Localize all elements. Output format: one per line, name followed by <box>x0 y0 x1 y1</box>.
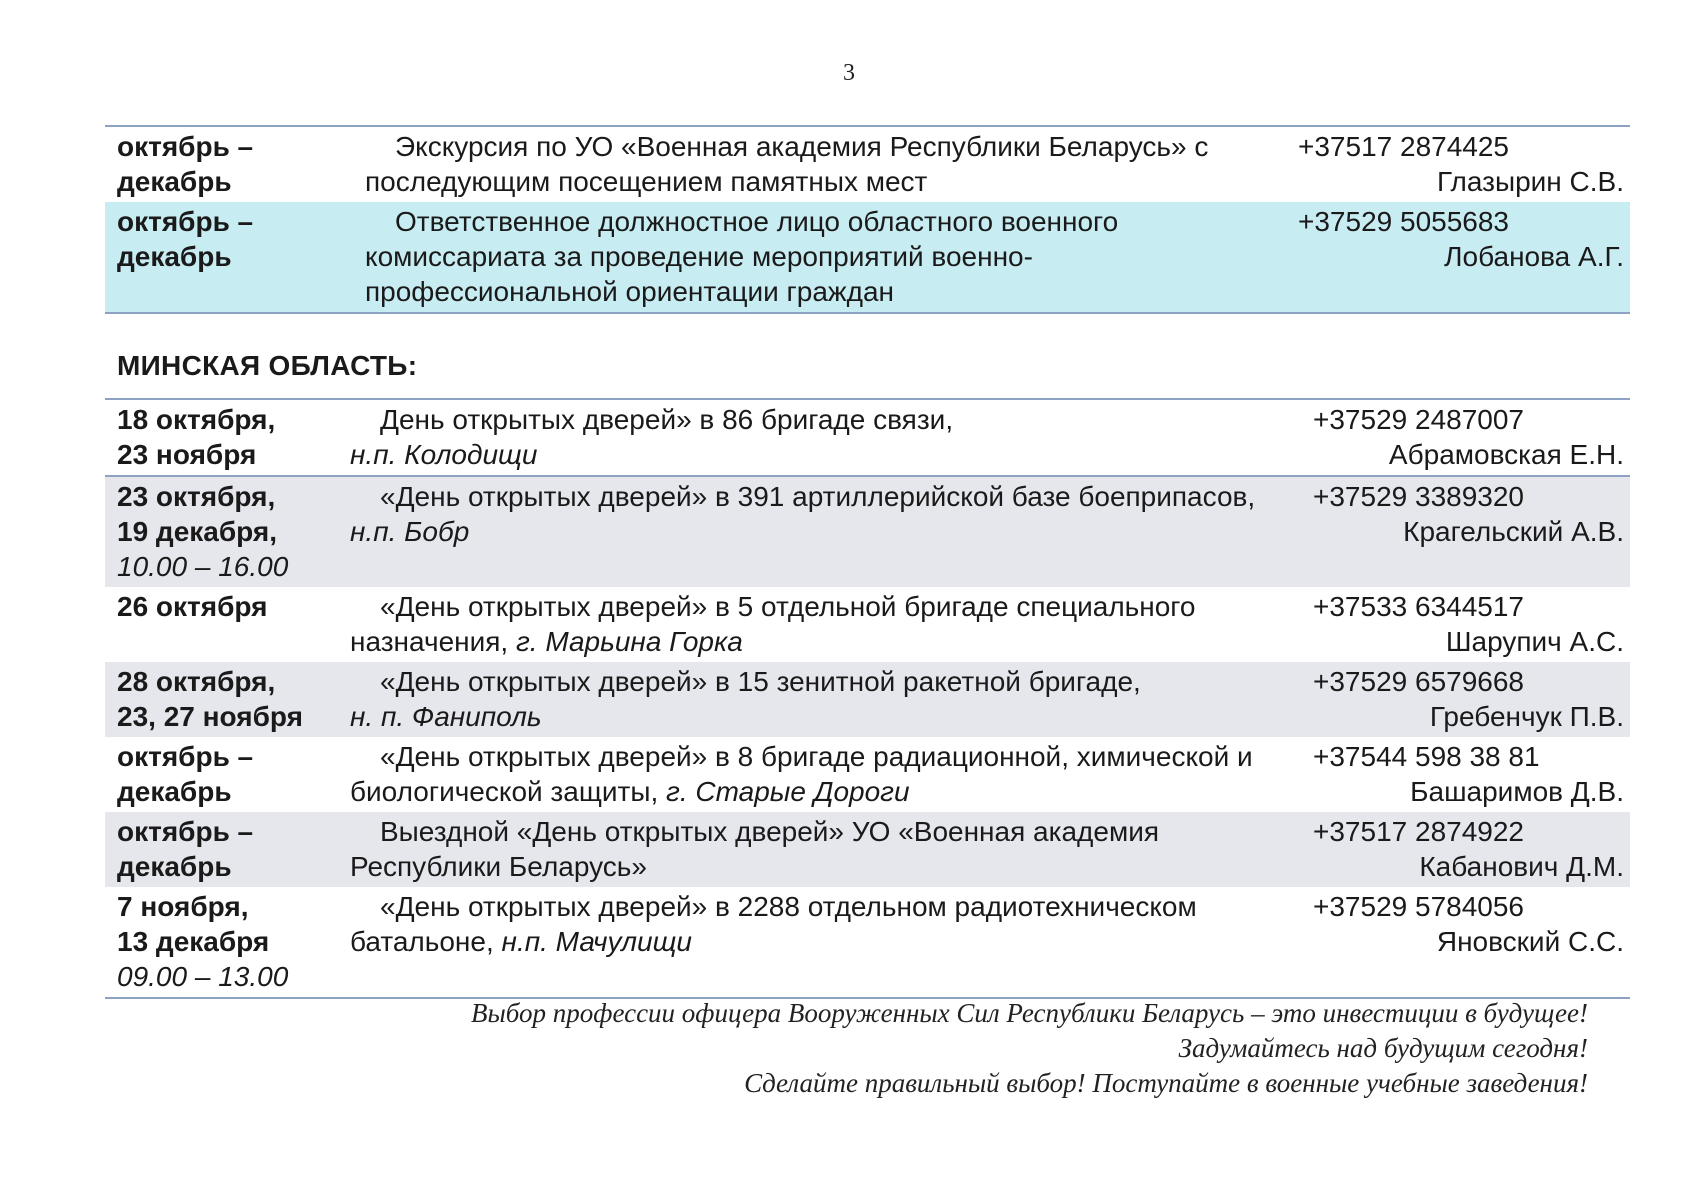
contact-phone: +37517 2874425 <box>1298 131 1509 162</box>
events-table-top <box>105 125 1630 314</box>
date-line: 23 октября, <box>117 481 276 512</box>
date-line: 23, 27 ноября <box>117 701 303 732</box>
event-contact <box>1286 126 1630 202</box>
event-date <box>105 887 338 998</box>
event-place: н.п. Колодищи <box>350 439 538 470</box>
table-row <box>105 399 1630 476</box>
event-description <box>353 126 1286 202</box>
description-text: «День открытых дверей» в 15 зенитной ракетной бригаде, <box>380 666 1141 697</box>
contact-phone: +37529 2487007 <box>1313 404 1524 435</box>
contact-phone: +37529 5784056 <box>1313 891 1524 922</box>
date-line: октябрь – <box>117 816 254 847</box>
description-text: День открытых дверей» в 86 бригаде связи, <box>380 404 954 435</box>
description-text: Выездной «День открытых дверей» УО «Военная академия Республики Беларусь» <box>350 816 1159 882</box>
contact-phone: +37533 6344517 <box>1313 591 1524 622</box>
event-date <box>105 476 338 587</box>
date-line: 23 ноября <box>117 439 257 470</box>
table-row <box>105 476 1630 587</box>
contact-person: Глазырин С.В. <box>1436 166 1624 197</box>
table-row <box>105 812 1630 887</box>
date-line: декабрь <box>117 851 232 882</box>
footer-line: Сделайте правильный выбор! Поступайте в военные учебные заведения! <box>744 1068 1588 1098</box>
description-text: «День открытых дверей» в 5 отдельной бригаде специального назначения, <box>350 591 1196 657</box>
event-contact <box>1301 662 1630 737</box>
event-place: н.п. Мачулищи <box>501 926 692 957</box>
event-date <box>105 737 338 812</box>
date-line: 26 октября <box>117 591 268 622</box>
event-place: н.п. Бобр <box>350 516 470 547</box>
event-date <box>105 202 353 313</box>
description-text: Ответственное должностное лицо областного военного комиссариата за проведение мероприятий военно-профессиональной ориентации граждан <box>365 206 1119 307</box>
description-text: «День открытых дверей» в 2288 отдельном радиотехническом батальоне, <box>350 891 1197 957</box>
table-row <box>105 737 1630 812</box>
footer-slogan <box>471 996 1588 1101</box>
event-description <box>353 202 1286 313</box>
table-row <box>105 662 1630 737</box>
table-row <box>105 126 1630 202</box>
region-title: МИНСКАЯ ОБЛАСТЬ: <box>117 350 418 381</box>
date-line: 28 октября, <box>117 666 276 697</box>
date-line: октябрь – <box>117 131 254 162</box>
event-place: г. Марьина Горка <box>515 626 743 657</box>
event-contact <box>1301 812 1630 887</box>
contact-person: Крагельский А.В. <box>1403 516 1624 547</box>
description-text: «День открытых дверей» в 8 бригаде радиационной, химической и биологической защиты, <box>350 741 1253 807</box>
date-line: октябрь – <box>117 741 254 772</box>
date-line: декабрь <box>117 166 232 197</box>
event-place: н. п. Фаниполь <box>350 701 542 732</box>
page-number: 3 <box>843 60 855 86</box>
event-date <box>105 662 338 737</box>
event-contact <box>1301 476 1630 587</box>
event-date <box>105 812 338 887</box>
event-time: 10.00 – 16.00 <box>117 551 289 582</box>
contact-person: Абрамовская Е.Н. <box>1388 439 1624 470</box>
contact-phone: +37529 3389320 <box>1313 481 1524 512</box>
date-line: 13 декабря <box>117 926 270 957</box>
table-row <box>105 202 1630 313</box>
event-contact <box>1301 399 1630 476</box>
date-line: декабрь <box>117 241 232 272</box>
footer-line: Выбор профессии офицера Вооруженных Сил Республики Беларусь – это инвестиции в будущее! <box>471 998 1588 1028</box>
event-contact <box>1301 737 1630 812</box>
date-line: декабрь <box>117 776 232 807</box>
event-description <box>338 812 1301 887</box>
contact-person: Башаримов Д.В. <box>1410 776 1624 807</box>
contact-phone: +37517 2874922 <box>1313 816 1524 847</box>
events-table-minsk <box>105 398 1630 999</box>
event-time: 09.00 – 13.00 <box>117 961 289 992</box>
event-description <box>338 737 1301 812</box>
description-text: Экскурсия по УО «Военная академия Республики Беларусь» с последующим посещением памятных мест <box>365 131 1209 197</box>
event-description <box>338 662 1301 737</box>
date-line: октябрь – <box>117 206 254 237</box>
event-contact <box>1301 587 1630 662</box>
contact-phone: +37529 6579668 <box>1313 666 1524 697</box>
contact-person: Шарупич А.С. <box>1445 626 1624 657</box>
contact-phone: +37529 5055683 <box>1298 206 1509 237</box>
event-contact <box>1301 887 1630 998</box>
table-row <box>105 887 1630 998</box>
contact-phone: +37544 598 38 81 <box>1313 741 1540 772</box>
event-description <box>338 476 1301 587</box>
event-date <box>105 399 338 476</box>
event-description <box>338 887 1301 998</box>
event-contact <box>1286 202 1630 313</box>
date-line: 19 декабря, <box>117 516 278 547</box>
table-row <box>105 587 1630 662</box>
event-description <box>338 399 1301 476</box>
description-text: «День открытых дверей» в 391 артиллерийской базе боеприпасов, <box>380 481 1256 512</box>
event-place: г. Старые Дороги <box>666 776 910 807</box>
date-line: 18 октября, <box>117 404 276 435</box>
event-date <box>105 126 353 202</box>
contact-person: Яновский С.С. <box>1436 926 1624 957</box>
contact-person: Кабанович Д.М. <box>1419 851 1624 882</box>
event-date <box>105 587 338 662</box>
footer-line: Задумайтесь над будущим сегодня! <box>1178 1033 1588 1063</box>
date-line: 7 ноября, <box>117 891 249 922</box>
event-description <box>338 587 1301 662</box>
contact-person: Лобанова А.Г. <box>1444 241 1624 272</box>
contact-person: Гребенчук П.В. <box>1429 701 1624 732</box>
